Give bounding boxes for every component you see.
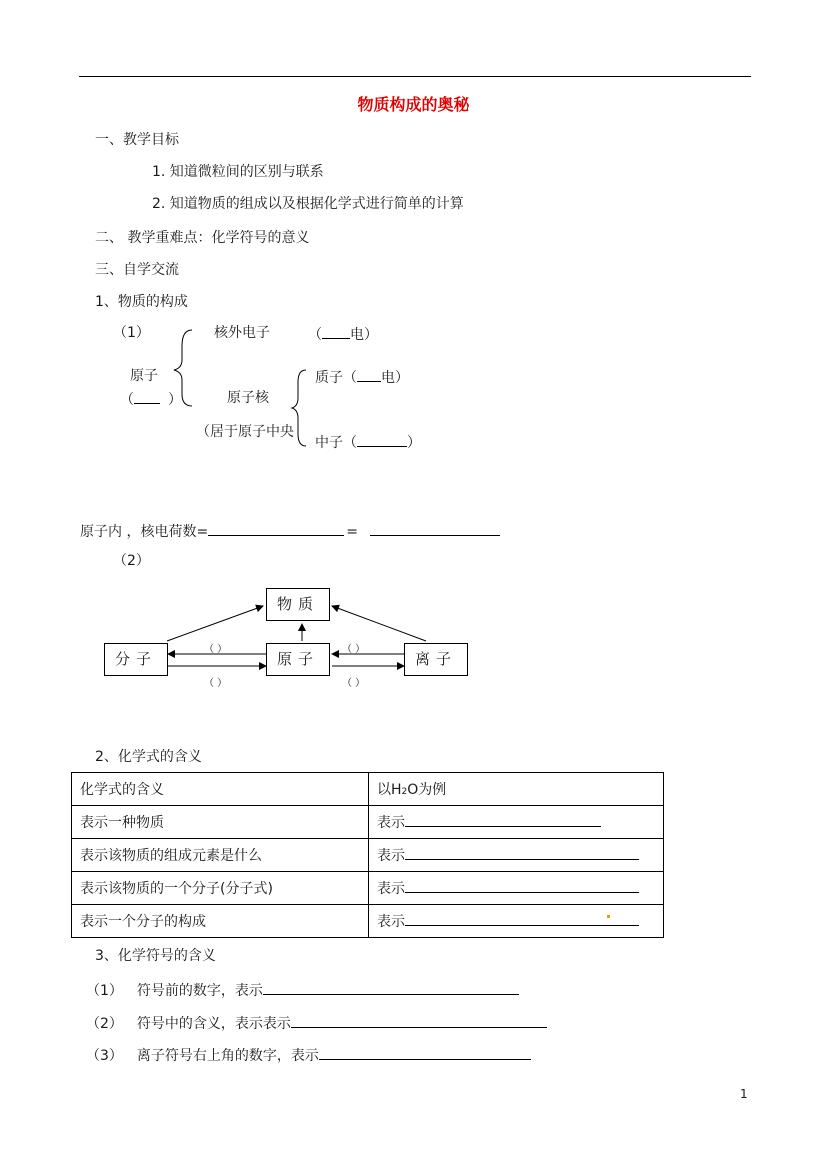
table-row: [72, 806, 664, 839]
row-example: 表示: [369, 905, 664, 938]
goal-2: 2. 知道物质的组成以及根据化学式进行简单的计算: [152, 196, 464, 212]
page-title: 物质构成的奥秘: [357, 95, 470, 114]
nucleus-brace: [292, 370, 306, 446]
molecule-box: 分子: [104, 643, 168, 676]
mark-dot: [607, 915, 610, 918]
page-number: 1: [740, 1087, 748, 1101]
row-example: 表示: [369, 806, 664, 839]
atom-brace: [174, 330, 192, 406]
atom-box: 原子: [266, 643, 330, 676]
row-meaning: 表示一个分子的构成: [72, 905, 369, 938]
nuclear-charge-line: 原子内 ，核电荷数= =: [80, 521, 500, 541]
atom-label: 原子: [130, 368, 158, 384]
section-key-points: 二、 教学重难点：化学符号的意义: [95, 230, 310, 246]
goal-1: 1. 知道微粒间的区别与联系: [152, 164, 324, 180]
question-2-heading: 2、化学式的含义: [95, 749, 202, 765]
symbol-item: （1） 符号前的数字，表示: [86, 980, 519, 1000]
ion-box: 离子: [404, 643, 468, 676]
electron-label: 核外电子: [214, 325, 270, 341]
nucleus-position: （居于原子中央: [196, 424, 294, 440]
arrow-molecule-to-matter: [167, 606, 263, 641]
formula-meaning-table: [71, 772, 664, 938]
symbol-item: （2） 符号中的含义，表示表示: [86, 1013, 547, 1033]
row-meaning: 表示该物质的一个分子(分子式): [72, 872, 369, 905]
matter-box: 物质: [266, 588, 330, 621]
symbol-item: （3） 离子符号右上角的数字，表示: [86, 1045, 531, 1065]
arrow-ion-to-matter: [332, 606, 426, 641]
row-meaning: 表示一种物质: [72, 806, 369, 839]
table-row: [72, 839, 664, 872]
blank-ion-upper: （ ）: [342, 644, 366, 655]
nucleus-label: 原子核: [227, 390, 269, 406]
atom-item-number: （1）: [113, 325, 150, 341]
atom-blank: （ ）: [120, 389, 182, 409]
question-1-heading: 1、物质的构成: [95, 294, 188, 310]
header-rule: [79, 76, 751, 77]
table-row: [72, 872, 664, 905]
header-example: 以H2O为例: [369, 773, 664, 806]
blank-ion-lower: （ ）: [342, 678, 366, 689]
section-objectives: 一、教学目标: [95, 132, 179, 148]
question-3-heading: 3、化学符号的含义: [95, 948, 216, 964]
electron-charge-blank: （ 电）: [308, 324, 378, 344]
blank-molecule-upper: （ ）: [204, 644, 228, 655]
row-example: 表示: [369, 839, 664, 872]
neutron-blank: 中子（ ）: [315, 432, 421, 452]
diagram-item-number: （2）: [113, 553, 150, 569]
row-meaning: 表示该物质的组成元素是什么: [72, 839, 369, 872]
header-meaning: 化学式的含义: [72, 773, 369, 806]
blank-molecule-lower: （ ）: [204, 678, 228, 689]
proton-blank: 质子（ 电）: [315, 367, 409, 387]
table-header-row: [72, 773, 664, 806]
table-row: [72, 905, 664, 938]
row-example: 表示: [369, 872, 664, 905]
section-self-study: 三、自学交流: [95, 262, 179, 278]
